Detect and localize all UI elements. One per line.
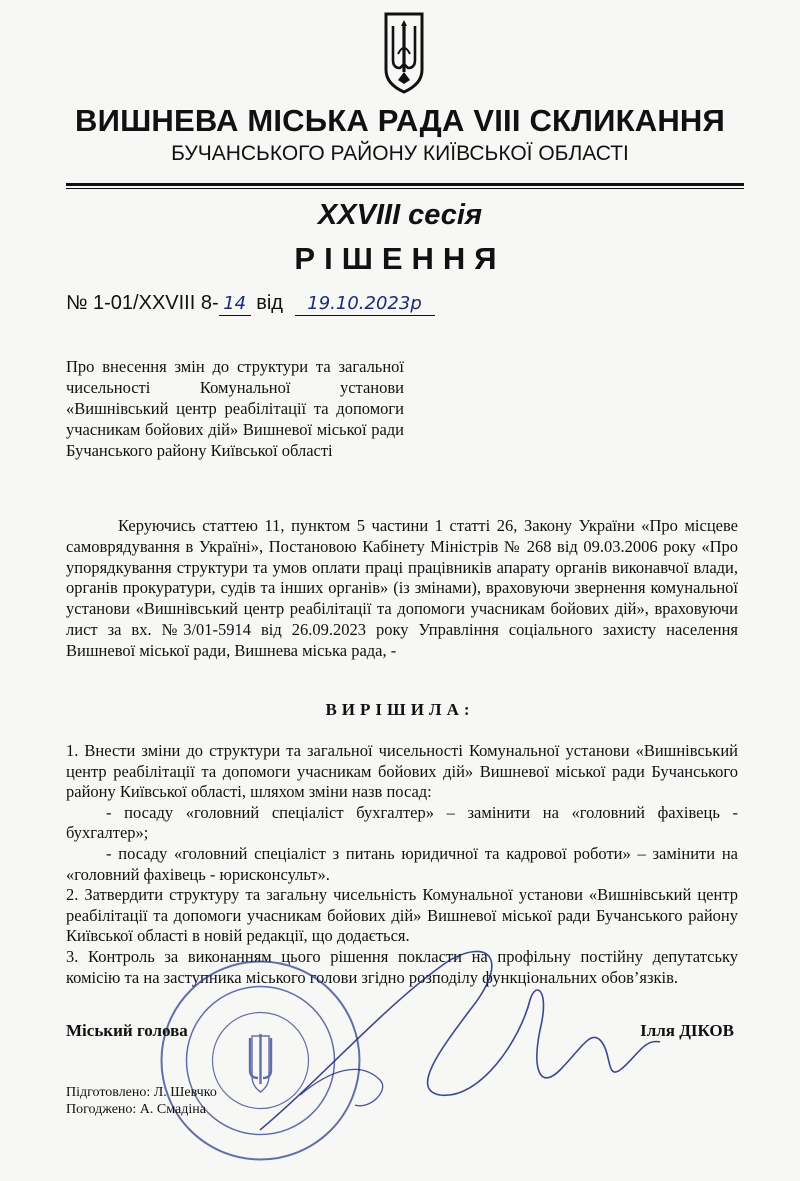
header-rule-thick bbox=[66, 183, 744, 186]
decision-item-3: 3. Контроль за виконанням цього рішення покласти на профільну постійну депутатську комісію та на заступника міського голови згідно розподілу функціональних обов’язків. bbox=[66, 946, 738, 987]
decision-item-2: 2. Затвердити структуру та загальну чисельність Комунальної установи «Вишнівський центр реабілітації та допомоги учасникам бойових дій» Вишневої міської ради Бучанського району Київської області в новій редакції, що додається. bbox=[66, 885, 738, 946]
agreed-by: Погоджено: А. Смадіна bbox=[66, 1102, 206, 1117]
preamble-text: Керуючись статтею 11, пунктом 5 частини 1 статті 26, Закону України «Про місцеве самоврядування в Україні», Постановою Кабінету Міністрів № 268 від 09.03.2006 року «Про упорядкування структури та умов оплати праці працівників апарату органів виконавчої влади, органів прокуратури, судів та інших органів» (із змінами), враховуючи звернення комунальної установи «Вишнівський центр реабілітації та допомоги учасникам бойових дій», враховуючи лист за вх. №3/01-5914 від 26.09.2023 року Управління соціального захисту населення Вишневої міської ради, Вишнева міська рада, - bbox=[66, 516, 738, 660]
decision-item-1: 1. Внести зміни до структури та загальної чисельності Комунальної установи «Вишнівський центр реабілітації та допомоги учасникам бойових дій» Вишневої міської ради Бучанського району Київської області, шляхом зміни назв посад: bbox=[66, 741, 738, 802]
session-title: XXVIII сесія bbox=[317, 199, 483, 231]
document-date-field bbox=[295, 292, 435, 316]
council-name: ВИШНЕВА МІСЬКА РАДА VIII СКЛИКАННЯ bbox=[75, 103, 725, 138]
signatory-title: Міський голова bbox=[66, 1021, 188, 1040]
document-number-handwritten: 14 bbox=[223, 293, 247, 314]
document-date-handwritten: 19.10.2023р bbox=[307, 293, 422, 314]
prepared-by: Підготовлено: Л. Шевчко bbox=[66, 1085, 217, 1100]
document-number-prefix: № 1-01/XXVIII 8- bbox=[66, 292, 219, 314]
header-rule-thin bbox=[66, 188, 744, 189]
date-label: від bbox=[256, 292, 283, 314]
document-number-line bbox=[66, 292, 435, 316]
decision-subject bbox=[66, 356, 404, 461]
resolved-heading: ВИРІШИЛА: bbox=[325, 700, 475, 719]
subject-text: Про внесення змін до структури та загальної чисельності Комунальної установи «Вишнівський центр реабілітації та допомоги учасникам бойових дій» Вишневої міської ради Бучанського району Київської області bbox=[66, 357, 404, 460]
trident-emblem-icon bbox=[378, 12, 430, 94]
decision-item-1-sub-1: - посаду «головний спеціаліст бухгалтер» – замінити на «головний фахівець - бухгалтер»; bbox=[66, 802, 738, 843]
document-number-field bbox=[219, 292, 251, 316]
decision-title: РІШЕННЯ bbox=[294, 241, 506, 276]
signatory-name: Ілля ДІКОВ bbox=[640, 1021, 734, 1040]
decision-item-1-sub-2: - посаду «головний спеціаліст з питань юридичної та кадрової роботи» – замінити на «головний фахівець - юрисконсульт». bbox=[66, 843, 738, 884]
district-name: БУЧАНСЬКОГО РАЙОНУ КИЇВСЬКОЇ ОБЛАСТІ bbox=[171, 142, 629, 165]
